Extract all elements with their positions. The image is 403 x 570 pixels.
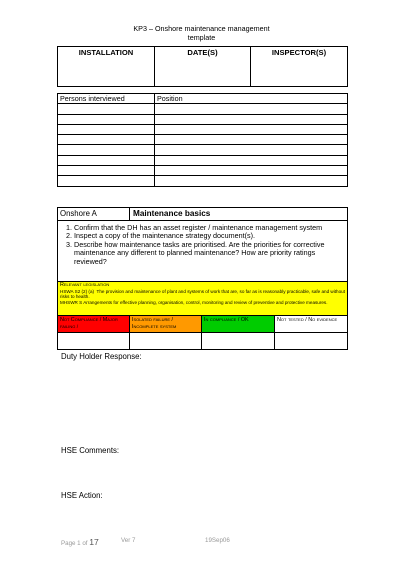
table-cell[interactable] — [58, 104, 155, 114]
table-cell[interactable] — [58, 176, 155, 186]
hse-action-label: HSE Action: — [61, 491, 103, 500]
legislation-cell — [58, 282, 348, 316]
page-total: 17 — [89, 537, 99, 547]
rating-not-compliance[interactable]: Not Compliance / Major failing / — [58, 316, 130, 333]
table-cell[interactable] — [58, 124, 155, 134]
table-cell[interactable] — [155, 166, 348, 176]
table-cell[interactable] — [155, 104, 348, 114]
page-prefix: Page 1 of — [61, 540, 88, 547]
table-row — [58, 155, 348, 165]
rating-not-tested[interactable]: Not tested / No evidence — [275, 316, 348, 333]
legislation-mhswr: MHSWR S Arrangements for effective planning, organisation, control, monitoring and review of preventive and protective measures. — [60, 299, 328, 305]
rating-in-compliance[interactable]: In compliance / OK — [202, 316, 275, 333]
inspectors-header: INSPECTOR(S) — [251, 47, 348, 87]
maintenance-basics-table — [57, 207, 348, 350]
legislation-text: The provision and maintenance of plant and systems of work that are, so far as is reasonably practicable, safe and without risks to health. — [60, 288, 345, 300]
installation-header: INSTALLATION — [58, 47, 155, 87]
table-cell[interactable] — [58, 114, 155, 124]
table-cell[interactable] — [155, 124, 348, 134]
duty-holder-response-label: Duty Holder Response: — [61, 352, 142, 361]
rating-mark-cell[interactable] — [130, 333, 202, 350]
date-label: 19Sep06 — [205, 537, 230, 544]
version-label: Ver 7 — [121, 537, 136, 544]
rating-mark-cell[interactable] — [202, 333, 275, 350]
inspection-table — [57, 46, 348, 87]
table-cell[interactable] — [155, 114, 348, 124]
question-item: 2. Inspect a copy of the maintenance strategy document(s). — [74, 232, 345, 240]
position-header: Position — [155, 94, 348, 104]
table-cell[interactable] — [155, 176, 348, 186]
page-title-line2: template — [187, 33, 216, 42]
legislation-ref: HSWA S2 (2) (a) — [60, 288, 95, 294]
section-title: Maintenance basics — [130, 208, 348, 221]
table-cell[interactable] — [58, 135, 155, 145]
question-list-cell — [58, 221, 348, 282]
question-item: 3. Describe how maintenance tasks are prioritised. Are the priorities for corrective maintenance any different to planned maintenance? How are priority ratings reviewed? — [74, 241, 345, 266]
page-title-line1: KP3 – Onshore maintenance management — [133, 24, 270, 33]
table-row — [58, 145, 348, 155]
legislation-heading: Relevant legislation — [60, 282, 110, 288]
rating-mark-cell[interactable] — [58, 333, 130, 350]
rating-mark-cell[interactable] — [275, 333, 348, 350]
persons-interviewed-header: Persons interviewed — [58, 94, 155, 104]
page-counter — [61, 537, 99, 547]
table-cell[interactable] — [58, 145, 155, 155]
table-row — [58, 124, 348, 134]
question-item: 1. Confirm that the DH has an asset register / maintenance management system — [74, 224, 345, 232]
table-cell[interactable] — [155, 155, 348, 165]
persons-table — [57, 93, 348, 187]
table-row — [58, 104, 348, 114]
table-row — [58, 135, 348, 145]
table-cell[interactable] — [155, 135, 348, 145]
hse-comments-label: HSE Comments: — [61, 446, 120, 455]
table-row — [58, 176, 348, 186]
table-row — [58, 166, 348, 176]
rating-isolated-failure[interactable]: Isolated failure / Incomplete system — [130, 316, 202, 333]
question-list — [60, 224, 345, 266]
section-label: Onshore A — [58, 208, 130, 221]
dates-header: DATE(S) — [155, 47, 251, 87]
table-cell[interactable] — [58, 166, 155, 176]
table-cell[interactable] — [58, 155, 155, 165]
table-row — [58, 333, 348, 350]
table-cell[interactable] — [155, 145, 348, 155]
table-row — [58, 114, 348, 124]
